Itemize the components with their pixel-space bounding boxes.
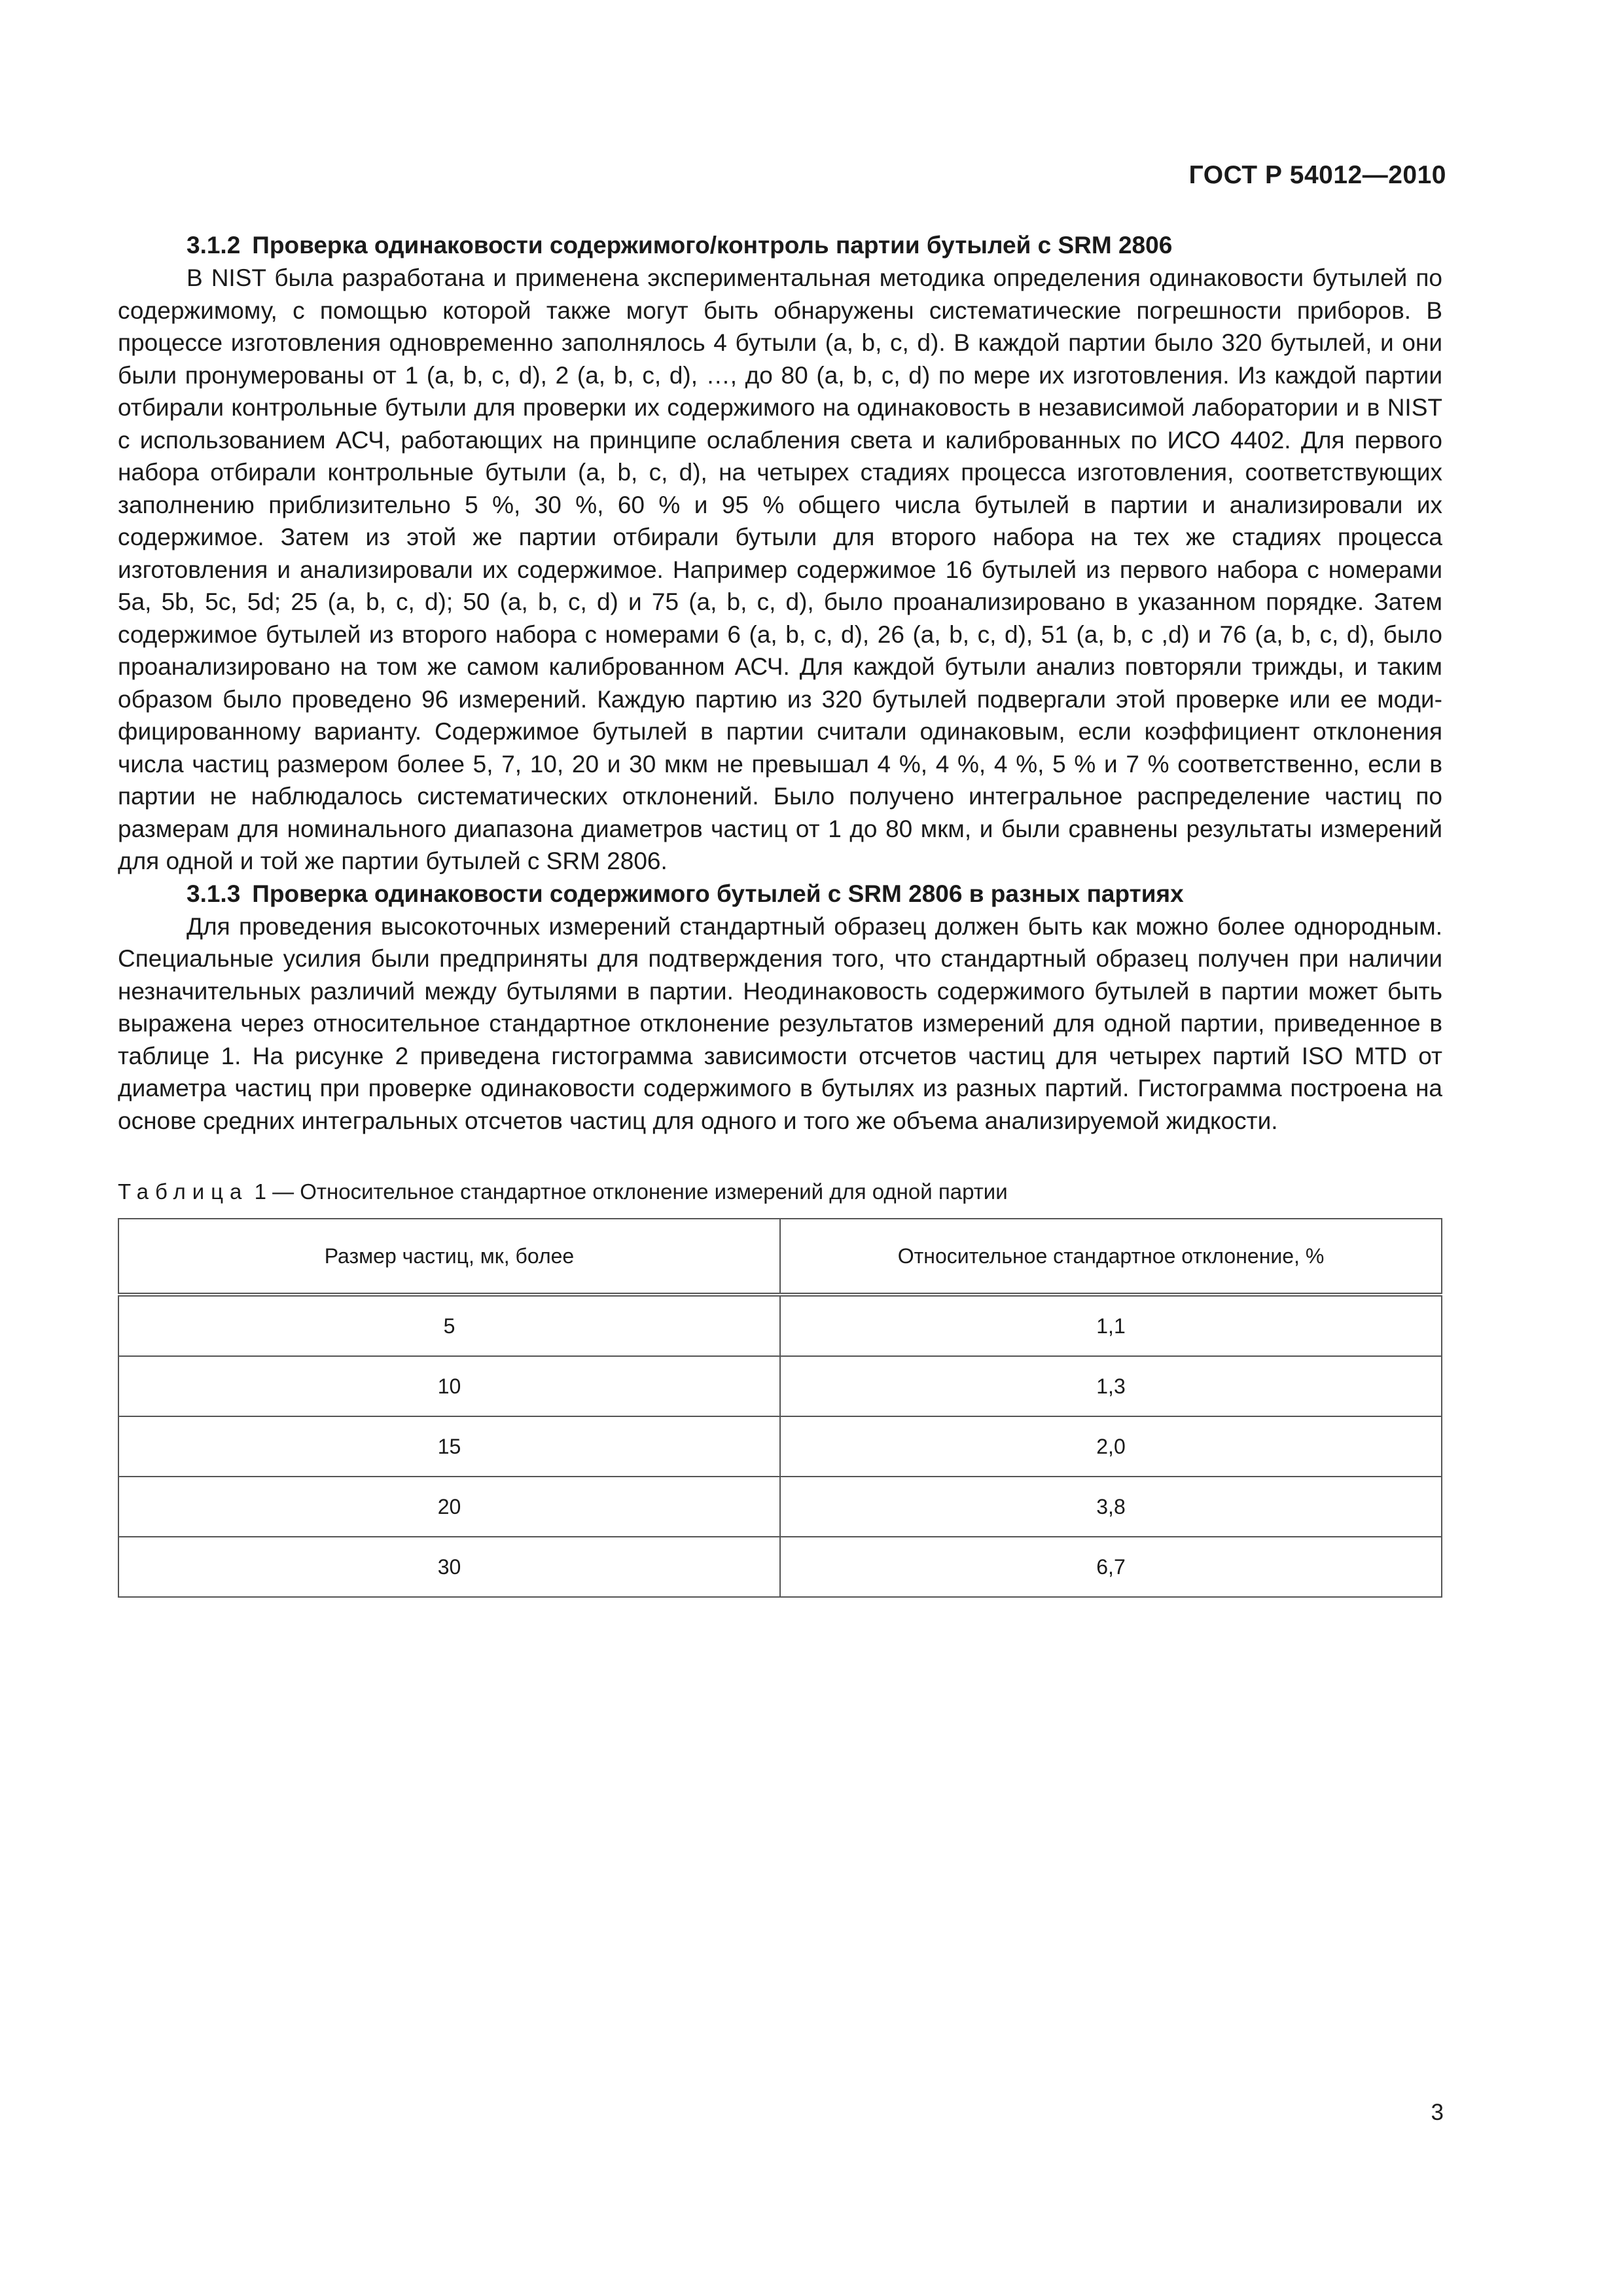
- table-row: [118, 1356, 1442, 1416]
- section-number: 3.1.2: [187, 232, 241, 259]
- table-row: [118, 1416, 1442, 1477]
- particle-size-cell: 15: [118, 1416, 780, 1477]
- particle-size-cell: 30: [118, 1537, 780, 1597]
- table-caption-label: Таблица: [118, 1179, 249, 1204]
- relative-deviation-cell: 6,7: [780, 1537, 1442, 1597]
- deviation-table: [118, 1218, 1442, 1598]
- table-caption: [118, 1177, 1442, 1206]
- table-caption-number: 1: [254, 1179, 266, 1204]
- particle-size-cell: 20: [118, 1477, 780, 1537]
- relative-deviation-cell: 1,3: [780, 1356, 1442, 1416]
- document-code: ГОСТ Р 54012—2010: [1188, 161, 1446, 189]
- section-title: Проверка одинаковости содержимого бутылей с SRM 2806 в разных партиях: [252, 880, 1184, 907]
- table-row: [118, 1537, 1442, 1597]
- table-row: [118, 1477, 1442, 1537]
- page-number: 3: [1431, 2100, 1444, 2125]
- section-heading-3-1-2: [118, 229, 1442, 262]
- relative-deviation-cell: 1,1: [780, 1295, 1442, 1356]
- table-caption-text: — Относительное стандартное отклонение измерений для одной партии: [272, 1179, 1008, 1204]
- table-row: [118, 1295, 1442, 1356]
- relative-deviation-cell: 3,8: [780, 1477, 1442, 1537]
- particle-size-cell: 10: [118, 1356, 780, 1416]
- section-paragraph-3-1-2: В NIST была разработана и применена экспериментальная методика определения одинаковости бутылей по содержимому, с помощью которой также могут быть обнаружены систематические погрешности приборов. В процессе изготовления одновременно заполнялось 4 бутыли (a, b, c, d). В каждой партии было 320 бутылей, и они были пронумерованы от 1 (a, b, c, d), 2 (a, b, c, d), …, до 80 (a, b, c, d) по мере их изготовления. Из каждой партии отбирали контрольные бутыли для проверки их содержимого на одинаковость в независимой лаборатории и в NIST с использованием АСЧ, работающих на принципе ослабления света и калиброванных по ИСО 4402. Для первого набора отбирали контрольные бутыли (a, b, c, d), на четырех стадиях процесса изготовления, соответствующих заполнению приблизительно 5 %, 30 %, 60 % и 95 % общего числа бутылей в партии и анализировали их содержимое. Затем из этой же партии отбирали бутыли для второго набора на тех же стадиях процесса изготовления и анализировали их содержимое. Например содержимое 16 бутылей из первого набора с номерами 5a, 5b, 5c, 5d; 25 (a, b, c, d); 50 (a, b, c, d) и 75 (a, b, c, d), было проанализировано в указанном порядке. Затем содержимое бутылей из второго набора с номерами 6 (a, b, c, d), 26 (a, b, c, d), 51 (a, b, c ,d) и 76 (a, b, c, d), было проанализировано на том же самом калиброванном АСЧ. Для каждой бутыли анализ повторяли трижды, и таким образом было проведено 96 измерений. Каждую партию из 320 бутылей подвергали этой проверке или ее модифицированному варианту. Содержимое бутылей в партии считали одинаковым, если коэффициент отклонения числа частиц размером более 5, 7, 10, 20 и 30 мкм не превышал 4 %, 4 %, 4 %, 5 % и 7 % соответственно, если в партии не наблюдалось систематических отклонений. Было получено интегральное распределение частиц по размерам для номинального диапазона диаметров частиц от 1 до 80 мкм, и были сравнены результаты измерений для одной и той же партии бутылей с SRM 2806.: [118, 264, 1442, 874]
- section-paragraph-3-1-3: Для проведения высокоточных измерений стандартный образец должен быть как можно более однородным. Специальные усилия были предприняты для подтверждения того, что стандартный образец получен при наличии незначительных различий между бутылями в партии. Неодинаковость содержимого бутылей в партии может быть выражена через относительное стандартное отклонение результатов измерений для одной партии, приведенное в таблице 1. На рисунке 2 приведена гистограмма зависимости отсчетов частиц для четырех партий ISO MTD от диаметра частиц при проверке одинаковости содержимого в бутылях из разных партий. Гистограмма построена на основе средних интегральных отсчетов частиц для одного и того же объема анализируемой жидкости.: [118, 912, 1442, 1134]
- section-title: Проверка одинаковости содержимого/контроль партии бутылей с SRM 2806: [252, 232, 1173, 259]
- column-header-particle-size: Размер частиц, мк, более: [118, 1219, 780, 1295]
- section-number: 3.1.3: [187, 880, 241, 907]
- relative-deviation-cell: 2,0: [780, 1416, 1442, 1477]
- table-header-row: [118, 1219, 1442, 1295]
- particle-size-cell: 5: [118, 1295, 780, 1356]
- page-content: [118, 229, 1442, 1598]
- section-heading-3-1-3: [118, 878, 1442, 910]
- column-header-relative-deviation: Относительное стандартное отклонение, %: [780, 1219, 1442, 1295]
